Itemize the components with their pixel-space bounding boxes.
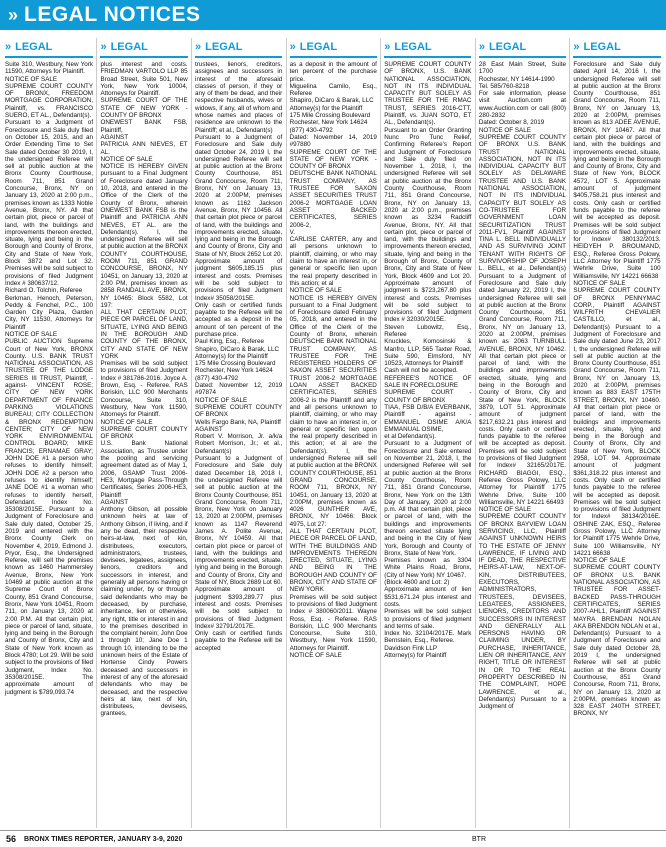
double-chevron-right-icon: » xyxy=(573,41,580,53)
double-chevron-right-icon: » xyxy=(8,4,19,25)
double-chevron-right-icon: » xyxy=(478,41,485,53)
double-chevron-right-icon: » xyxy=(195,41,202,53)
double-chevron-right-icon: » xyxy=(5,41,12,53)
legal-column xyxy=(96,38,190,828)
column-text: 28 East Main Street, Suite 1700 Rochester, NY 14614-1990 Tel. 585/760-8218 For sale information, please visit Auction.com at www.Auction.com or call (800) 280-2832 Dated: October 8, 2019 NOTICE OF SALE SUPREME COURT COUNTY OF BRONX U.S. BANK TRUST NATIONAL ASSOCIATION, NOT IN ITS INDIVIDUAL CAPACITY BUT SOLELY AS DELAWARE TRUSTEE AND U.S. BANK NATIONAL ASSOCIATION, NOT IN ITS INDIVIDUAL CAPACITY BUT SOLELY AS CO-TRUSTEE FOR GOVERNMENT LOAN SECURITIZATION TRUST 2011-FV1, Plaintiff AGAINST TINA L. BELL INDIVIDUALLY AND AS SURVIVING JOINT TENANT WITH RIGHTS OF SURVIVORSHIP OF JOSEPH L. BELL, et al., Defendant(s) Pursuant to a Judgment of Foreclosure and Sale duly dated January 22, 2019 I, the undersigned Referee will sell at public auction at the Bronx County Courthouse, 851 Grand Concourse, Room 711, Bronx, NY on January 13, 2020 at 2:00PM, premises known as 2063 TURNBULL AVENUE, BRONX, NY 10462. All that certain plot piece or parcel of land, with the buildings and improvements erected, situate, lying and being in the Borough and County of Bronx, City and State of New York, BLOCK 3879, LOT 51. Approximate amount of judgment $217,632.21 plus interest and costs. Only cash or certified funds payable to the referee will be accepted as deposit. Premises will be sold subject to provisions of filed Judgment for Index# 32165/2017E. RICHARD BIAGGI, ESQ., Referee Gross Polowy, LLC Attorney for Plaintiff 1775 Wehrle Drive, Suite 100 Williamsville, NY 14221 66493 NOTICE OF SALE SUPREME COURT COUNTY OF BRONX BAYVIEW LOAN SERVICING, LLC, Plaintiff AGAINST UNKNOWN HEIRS TO THE ESTATE OF JENNY LAWRENCE, IF LIVING AND IF DEAD, THE RESPECTIVE HEIRS-AT-LAW, NEXT-OF-KIN, DISTRIBUTEES, EXECUTORS, ADMINISTRATORS, TRUSTEES, DEVISEES, LEGATEES, ASSIGNEES, LIENORS, CREDITORS AND SUCCESSORS IN INTEREST AND GENERALLY ALL PERSONS HAVING OR CLAIMING UNDER, BY PURCHASE, INHERITANCE, LIEN OR INHERITANCE, ANY RIGHT, TITLE OR INTEREST IN OR TO THE REAL PROPERTY DESCRIBED IN THE COMPLAINT, HOPE LAWRENCE, et al., Defendant(s) Pursuant to a Judgment of xyxy=(478,61,567,711)
section-code: BTR xyxy=(472,835,486,843)
page-title: LEGAL NOTICES xyxy=(24,3,201,26)
legal-column xyxy=(569,38,663,828)
column-heading-label: LEGAL xyxy=(205,41,243,53)
legal-column xyxy=(286,38,380,828)
page-footer xyxy=(0,830,666,847)
legal-columns xyxy=(2,38,664,828)
double-chevron-right-icon: » xyxy=(289,41,296,53)
column-text: trustees, lienors, creditors, assignees and successors in interest of the aforesaid classes of person, if they or any of them be dead, and their respective husbands, wives or widows, if any, all of whom and whose names and places of residence are unknown to the Plaintiff; et al., Defendant(s) Pursuant to a Judgment of Foreclosure and Sale duly dated October 24, 2019 I, the undersigned Referee will sell at public auction at the Bronx County Courthouse, 851 Grand Concourse, Room 711, Bronx, NY on January 13, 2020 at 2:00PM, premises known as 1162 Jackson Avenue, Bronx, NY 10456. All that certain plot piece or parcel of land, with the buildings and improvements erected, situate, lying and being in the Borough and County of Bronx, City and State of NY, Block 2652 Lot 20. Approximate amount of judgment $605,185.15 plus interest and costs. Premises will be sold subject to provisions of filed Judgment Index# 35058/2015E. Only cash or certified funds payable to the Referee will be accepted as a deposit in the amount of ten percent of the purchase price. Paul King, Esq., Referee Shapiro, DiCaro & Barak, LLC Attorney(s) for the Plaintiff 175 Mile Crossing Boulevard Rochester, New York 14624 (877) 430-4792 Dated: November 12, 2019 #97874 NOTICE OF SALE SUPREME COURT COUNTY OF BRONX Wells Fargo Bank, NA, Plaintiff AGAINST Robert V. Morrison, Jr. a/k/a Robert Morrison, Jr.; et al., Defendant(s) Pursuant to a Judgment of Foreclosure and Sale duly dated December 18, 2018 I, the undersigned Referee will sell at public auction at the Bronx County Courthouse, 851 Grand Concourse, Room 711, Bronx, New York on January 13, 2020 at 2:00PM, premises known as 1147 Reverend James A. Polite Avenue, Bronx, NY 10459. All that certain plot piece or parcel of land, with the buildings and improvements erected, situate, lying and being in the Borough and County of Bronx, City and State of NY, Block 2689 Lot 60. Approximate amount of judgment $393,289.77 plus interest and costs. Premises will be sold subject to provisions of filed Judgment Index# 32791/2017E. Only cash or certified funds payable to the Referee will be accepted xyxy=(195,61,283,652)
column-heading xyxy=(573,38,660,58)
column-text: Foreclosure and Sale duly dated April 14, 2016 I, the undersigned Referee will sell at public auction at the Bronx County Courthouse, 851 Grand Concourse, Room 711, Bronx, NY on January 13, 2020 at 2:00PM, premises known as 813 ADEE AVENUE, BRONX, NY 10467. All that certain plot piece or parcel of land, with the buildings and improvements erected, situate, lying and being in the Borough and County of Bronx, City and State of New York, BLOCK 4572, LOT 5. Approximate amount of judgment $405,758.21 plus interest and costs. Only cash or certified funds payable to the referee will be accepted as deposit. Premises will be sold subject to provisions of filed Judgment for Index# 380132/2013. HEIDYEH P. BROUMAND, ESQ., Referee Gross Polowy, LLC Attorney for Plaintiff 1775 Wehrle Drive, Suite 100 Williamsville, NY 14221 66638 NOTICE OF SALE SUPREME COURT COUNTY OF BRONX PENNYMAC CORP., Plaintiff AGAINST WILFRITH CHEVALIER CASTILLO, et al., Defendant(s) Pursuant to a Judgment of Foreclosure and Sale duly dated June 23, 2017 I, the undersigned Referee will sell at public auction at the Bronx County Courthouse, 851 Grand Concourse, Room 711, Bronx, NY on January 13, 2020 at 2:00PM, premises known as 883 EAST 175TH STREET, BRONX, NY 10460. All that certain plot piece or parcel of land, with the buildings and improvements erected, situate, lying and being in the Borough and County of Bronx, City and State of New York, BLOCK 2958, LOT 94. Approximate amount of judgment $361,318.22 plus interest and costs. Only cash or certified funds payable to the referee will be accepted as deposit. Premises will be sold subject to provisions of filed Judgment for Index# 38134/2016E. OSHINE ZAK, ESQ., Referee Gross Polowy, LLC Attorney for Plaintiff 1775 Wehrle Drive, Suite 100 Williamsville, NY 14221 66638 NOTICE OF SALE SUPREME COURT COUNTY OF BRONX U.S. BANK NATIONAL ASSOCIATION, AS TRUSTEE FOR ASSET-BACKED PASS-THROUGH CERTIFICATES, SERIES 2007-AHL1, Plaintiff AGAINST MAYRA BRENDAN NOLAN AKA BRENDON NOLAN et al., Defendant(s) Pursuant to a Judgment of Foreclosure and Sale duly dated October 28, 2019 I, the undersigned Referee will sell at public auction at the Bronx County Courthouse, 851 Grand Concourse, Room 711, Bronx, NY on January 13, 2020 at 2:00PM, premises known as 328 EAST 240TH STREET, BRONX, NY xyxy=(573,61,661,718)
column-heading-label: LEGAL xyxy=(394,41,432,53)
column-text: SUPREME COURT COUNTY OF BRONX, U.S. BANK NATIONAL ASSOCIATION, NOT IN ITS INDIVIDUAL CAPACITY BUT SOLELY AS TRUSTEE FOR THE RMAC TRUST, SERIES 2016-CTT, Plaintiff, vs. JUAN SOTO, ET AL., Defendant(s). Pursuant to an Order Granting Nunc Pro Tunc Relief, Confirming Referee's Report and Judgment of Foreclosure and Sale duly filed on November 1, 2018, I, the undersigned Referee will sell at public auction at the Bronx County Courthouse, Room 711, 851 Grand Concourse, Bronx, NY on January 13, 2020 at 2:00 p.m., premises known as 3234 Radcliff Avenue, Bronx, NY. All that certain plot, piece or parcel of land, with the buildings and improvements thereon erected, situate, lying and being in the Borough of Bronx, County of Bronx, City and State of New York, Block 4609 and Lot 20. Approximate amount of judgment is $723,267.80 plus interest and costs. Premises will be sold subject to provisions of filed Judgment Index # 32030/2015E. Steven Lubowitz, Esq., Referee Knuckles, Komosinski & Manfro, LLP, 565 Taxter Road, Suite 590, Elmsford, NY 10523, Attorneys for Plaintiff Cash will not be accepted. REFEREE'S NOTICE OF SALE IN FORECLOSURE SUPREME COURT - COUNTY OF BRONX TIAA, FSB D/B/A EVERBANK, Plaintiff - against - EMMANUEL OSIME A/K/A EMMANUAL OSIME, et al Defendant(s). Pursuant to a Judgment of Foreclosure and Sale entered on November 21, 2018, I, the undersigned Referee will sell at public auction at the Bronx County Courthouse, Room 711, 851 Grand Concourse, Bronx, New York on the 13th Day of January, 2020 at 2:00 p.m. All that certain plot, piece or parcel of land, with the buildings and improvements thereon erected situate lying and being in the City of New York, Borough and County of Bronx, State of New York. Premises known as 3304 White Plains Road, Bronx, (City of New York) NY 10467. (Block 4600 and Lot: 2) Approximate amount of lien $531,671.24 plus interest and costs. Premises will be sold subject to provisions of filed judgment and terms of sale. Index No. 32104/2017E. Mark Bernstein, Esq., Referee. Davidson Fink LLP Attorney(s) for Plaintiff xyxy=(384,61,472,660)
column-heading xyxy=(5,38,93,58)
double-chevron-right-icon: » xyxy=(384,41,391,53)
column-heading-label: LEGAL xyxy=(110,41,148,53)
column-heading xyxy=(290,38,377,58)
column-heading-label: LEGAL xyxy=(15,41,53,53)
column-heading xyxy=(195,38,282,58)
column-heading xyxy=(384,38,471,58)
legal-column xyxy=(475,38,569,828)
double-chevron-right-icon: » xyxy=(100,41,107,53)
column-text: plus interest and costs. FRIEDMAN VARTOLO LLP 85 Broad Street, Suite 501, New York, New York 10004, Attorneys for Plaintiff. SUPREME COURT OF THE STATE OF NEW YORK - COUNTY OF BRONX ONEWEST BANK FSB, Plaintiff, AGAINST PATRICIA ANN NIEVES, ET AL. NOTICE OF SALE NOTICE IS HEREBY GIVEN pursuant to a Final Judgment of Foreclosure dated January 10, 2018, and entered in the Office of the Clerk of the County of Bronx, wherein ONEWEST BANK FSB is the Plaintiff and PATRICIA ANN NIEVES, ET AL. are the Defendant(s). I, the undersigned Referee will sell at public auction at the BRONX COUNTY COURTHOUSE, ROOM 711, 851 GRAND CONCOURSE, BRONX, NY 10451, on January 13, 2020 at 2:00 PM, premises known as 2858 RANDALL AVE, BRONX, NY 10465: Block 5582, Lot 197: ALL THAT CERTAIN PLOT, PIECE OR PARCEL OF LAND, SITUATE, LYING AND BEING IN THE BOROUGH AND COUNTY OF THE BRONX, CITY AND STATE OF NEW YORK Premises will be sold subject to provisions of filed Judgment Index # 381786-2016. Joyce A. Brown, Esq. - Referee. RAS Boriskin, LLC 900 Merchants Concourse, Suite 310, Westbury, New York 11590, Attorneys for Plaintiff. NOTICE OF SALE SUPREME COURT COUNTY OF BRONX U.S. Bank National Association, as Trustee under the pooling and servicing agreement dated as of May 1, 2006, GSAMP Trust 2006-HE3, Mortgage Pass-Through Certificates, Series 2006-HE3, Plaintiff AGAINST Anthony Gibson, all possible unknown heirs at law of Anthony Gibson, if living, and if any be dead, their respective heirs-at-law, next of kin, distributees, executors, administrators, trustees, devisees, legatees, assignees, lienors, creditors and successors in interest, and generally all persons having or claiming under, by or through said defendants who may be deceased, by purchase, inheritance, lien or otherwise, any right, title or interest in and to the premises described in the complaint herein; John Doe 1 through 10; Jane Doe 1 through 10, intending to be the unknown heirs of the Estate of Hortense Cindy Powers deceased and successors in interest of any of the aforesaid defendants who may be deceased, and the respective heirs at law, next of kin, distributees, devisees, grantees, xyxy=(100,61,188,718)
column-heading-label: LEGAL xyxy=(488,41,527,53)
page-number: 56 xyxy=(6,834,17,844)
column-heading xyxy=(100,38,187,58)
column-heading-label: LEGAL xyxy=(583,41,621,53)
legal-column xyxy=(191,38,285,828)
legal-column xyxy=(2,38,96,828)
column-heading-label: LEGAL xyxy=(299,41,338,53)
column-heading xyxy=(479,38,566,58)
column-text: Suite 310, Westbury, New York 11590, Attorneys for Plaintiff. NOTICE OF SALE SUPREME COURT COUNTY OF BRONX, FREEDOM MORTGAGE CORPORATION, Plaintiff, vs. FRANCISCO SUERO, ET AL., Defendant(s). Pursuant to a Judgment of Foreclosure and Sale duly filed on October 15, 2015, and an Order Extending Time to Set Sale dated October 30 2019, I, the undersigned Referee will sell at public auction at the Bronx County Courthouse, Room 711, 851 Grand Concourse, Bronx, NY on January 13, 2020 at 2:00 p.m., premises known as 1333 Noble Avenue, Bronx, NY. All that certain plot, piece or parcel of land, with the buildings and improvements thereon erected, situate, lying and being in the Borough and County of Bronx, City and State of New York, Block 3872 and Lot 32. Premises will be sold subject to provisions of filed Judgment Index # 380637/12. Richard O. Tolchin, Referee Berkman, Henoch, Peterson, Peddy & Fenchel, P.C., 100 Garden City Plaza, Garden City, NY 11530, Attorneys for Plaintiff NOTICE OF SALE PUBLIC AUCTION Supreme Court of New York, BRONX County. U.S. BANK TRUST NATIONAL ASSOCIATION, AS TRUSTEE OF THE LODGE SERIES III TRUST, Plaintiff, -against- VINCENT ROSE; CITY OF NEW YORK DEPARTMENT OF FINANCE PARKING VIOLATIONS BUREAU; CITY COLLECTION & BRONX REDEMPTION CENTER; CITY OF NEW YORK ENVIRONMENTAL CONTROL BOARD; MIKE FRANCIS; ERNAMAE GRAY; JOHN DOE #1 a person who refuses to identify himself; JOHN DOE #2 a person who refuses to identify himself; JANE DOE #1 a woman who refuses to identify herself, Defendant. Index No. 35308/2015E. Pursuant to a Judgment of Foreclosure and Sale duly dated, October 25, 2019 and entered with the Bronx County Clerk on November 4, 2019, Edmond J. Pryor, Esq., the Undersigned Referee, will sell the premises known as 1460 Hammersley Avenue, Bronx, New York 10469 at public auction at the Supreme Court of Bronx County, 851 Grand Concourse, Bronx, New York 10451, Room 711, on January 13, 2020 at 2:00 P.M. All that certain plot, piece or parcel of land, situate, lying and being in the Borough and County of Bronx, City and State of New York known as Block 4780; Lot 29. Will be sold subject to the provisions of filed Judgment, Index No. 35308/2015E. The approximate amount of judgment is $789,093.74 xyxy=(5,61,94,696)
legal-column xyxy=(380,38,474,828)
column-text: as a deposit in the amount of ten percent of the purchase price. Miguelina Camilo, Esq., Referee Shapiro, DiCaro & Barak, LLC Attorney(s) for the Plaintiff 175 Mile Crossing Boulevard Rochester, New York 14624 (877) 430-4792 Dated: November 14, 2019 #97880 SUPREME COURT OF THE STATE OF NEW YORK - COUNTY OF BRONX DEUTSCHE BANK NATIONAL TRUST COMPANY, AS TRUSTEE FOR SAXON ASSET SECURITIES TRUST 2006-2 MORTGAGE LOAN ASSET BACKED CERTIFICATES, SERIES 2006-2, V. CARLISE CARTER, any and all persons unknown to plaintiff, claiming, or who may claim to have an interest in, or general or specific lien upon the real property described in this action; et al NOTICE OF SALE NOTICE IS HEREBY GIVEN pursuant to a Final Judgment of Foreclosure dated February 05, 2018, and entered in the Office of the Clerk of the County of Bronx, wherein DEUTSCHE BANK NATIONAL TRUST COMPANY, AS TRUSTEE FOR THE REGISTERED HOLDERS OF SAXON ASSET SECURITIES TRUST 2006-2 MORTGAGE LOAN ASSET BACKED CERTIFICATES, SERIES 2006-2 is the Plaintiff and any and all persons unknown to plaintiff, claiming, or who may claim to have an interest in, or general or specific lien upon the real property described in this action; et al are the Defendant(s). I, the undersigned Referee will sell at public auction at the BRONX COUNTY COURTHOUSE, 851 GRAND CONCOURSE, ROOM 711, BRONX, NY 10451, on January 13, 2020 at 2:00PM, premises known as 4026 GUNTHER AVE, BRONX, NY 10466: Block 4975, Lot 27: ALL THAT CERTAIN PLOT, PIECE OR PARCEL OF LAND, WITH THE BUILDINGS AND IMPROVEMENTS THEREON ERECTED, SITUATE, LYING AND BEING IN THE BOROUGH AND COUNTY OF BRONX, CITY AND STATE OF NEW YORK Premises will be sold subject to provisions of filed Judgment Index # 380060/2011. Wayne Ross, Esq. - Referee. RAS Boriskin, LLC 900 Merchants Concourse, Suite 310, Westbury, New York 11590, Attorneys for Plaintiff. NOTICE OF SALE xyxy=(289,61,377,660)
page-banner xyxy=(0,0,666,30)
publication-line: BRONX TIMES REPORTER, JANUARY 3-9, 2020 xyxy=(24,835,183,843)
